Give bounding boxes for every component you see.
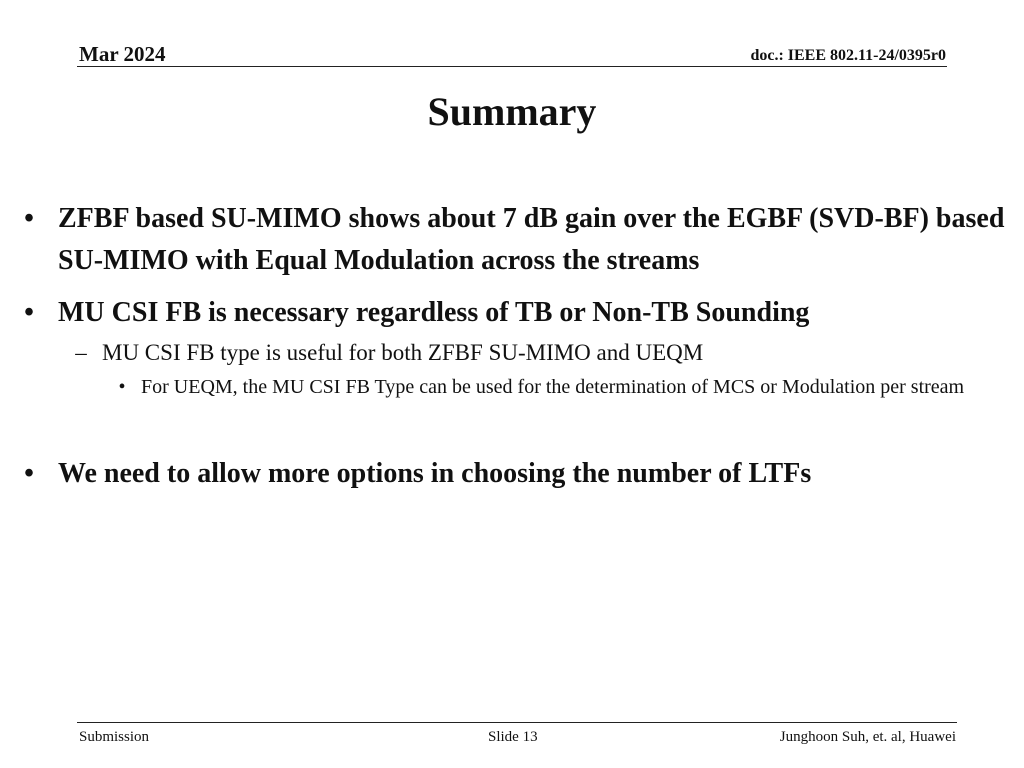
footer-submission: Submission: [79, 729, 150, 745]
bullet-icon: •: [24, 297, 34, 328]
dash-bullet-icon: –: [75, 340, 87, 365]
bullet-icon: •: [24, 203, 34, 234]
bullet-text: MU CSI FB is necessary regardless of TB or Non-TB Sounding: [58, 297, 810, 328]
slide-body: [18, 198, 1008, 495]
sub-bullet-text: MU CSI FB type is useful for both ZFBF SU-MIMO and UEQM: [102, 340, 704, 365]
small-bullet-icon: •: [118, 376, 126, 398]
slide-title: Summary: [427, 89, 597, 134]
bullet-item-ltf-options: [18, 453, 1008, 495]
header-doc-id: doc.: IEEE 802.11-24/0395r0: [750, 47, 946, 64]
footer-slide-number: Slide 13: [488, 729, 538, 745]
bullet-text: We need to allow more options in choosing the number of LTFs: [58, 458, 812, 489]
bullet-item-zfbf-gain: [18, 198, 1008, 282]
footer-divider: [77, 722, 957, 723]
sub-sub-bullet-item-ueqm: [18, 372, 996, 402]
header-date: Mar 2024: [79, 42, 166, 66]
bullet-item-mu-csi-fb: [18, 292, 1008, 334]
bullet-icon: •: [24, 458, 34, 489]
header-divider: [77, 66, 947, 67]
footer-authors: Junghoon Suh, et. al, Huawei: [779, 729, 956, 745]
sub-bullet-item-fb-type: [18, 338, 1008, 368]
bullet-text: ZFBF based SU-MIMO shows about 7 dB gain over the EGBF (SVD-BF) based SU-MIMO with Equal Modulation across the streams: [58, 203, 1005, 276]
sub-sub-bullet-text: For UEQM, the MU CSI FB Type can be used for the determination of MCS or Modulation per stream: [141, 376, 965, 398]
